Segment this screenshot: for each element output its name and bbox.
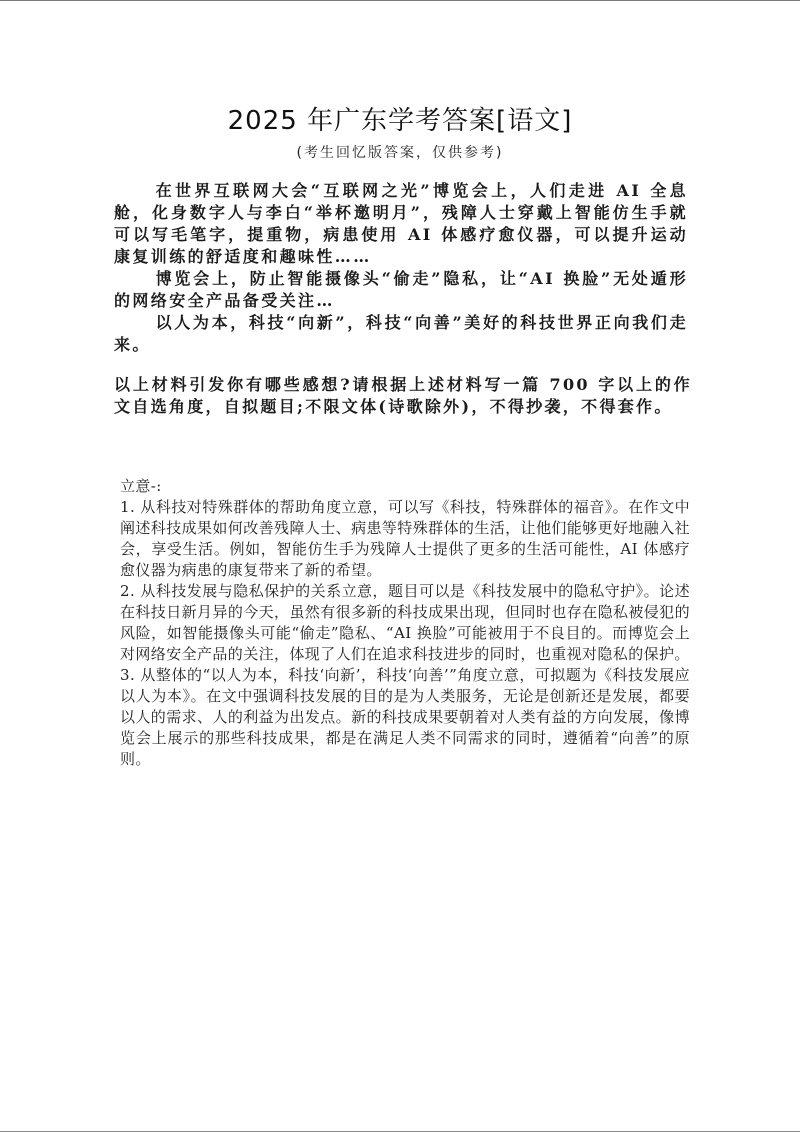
material-paragraph: 博览会上，防止智能摄像头“偷走”隐私，让“AI 换脸”无处遁形的网络安全产品备受关注… [114,269,688,310]
document-title: 2025 年广东学考答案[语文] [227,106,573,136]
answer-item: 2. 从科技发展与隐私保护的关系立意，题目可以是《科技发展中的隐私守护》。论述在科技日新月异的今天，虽然有很多新的科技成果出现，但同时也存在隐私被侵犯的风险，如智能摄像头可能“偷走”隐私、“AI 换脸”可能被用于不良目的。而博览会上对网络安全产品的关注，体现了人们在追求科技进步的同时，也重视对隐私的保护。 [120,582,690,663]
material-paragraph: 在世界互联网大会“互联网之光”博览会上，人们走进 AI 全息舱，化身数字人与李白“举杯邀明月”，残障人士穿戴上智能仿生手就可以写毛笔字，提重物，病患使用 AI 体感疗愈仪器，可以提升运动康复训练的舒适度和趣味性…… [114,181,688,266]
essay-prompt: 以上材料引发你有哪些感想?请根据上述材料写一篇 700 字以上的作文自选角度，自拟题目;不限文体(诗歌除外)，不得抄袭，不得套作。 [114,375,692,416]
material-paragraph: 以人为本，科技“向新”，科技“向善”美好的科技世界正向我们走来。 [114,313,688,354]
answer-item: 1. 从科技对特殊群体的帮助角度立意，可以写《科技，特殊群体的福音》。在作文中阐述科技成果如何改善残障人士、病患等特殊群体的生活，让他们能够更好地融入社会，享受生活。例如，智能仿生手为残障人士提供了更多的生活可能性，AI 体感疗愈仪器为病患的康复带来了新的希望。 [120,498,690,579]
answers-heading: 立意-: [120,477,162,495]
material-section [114,180,688,356]
answers-section [120,476,690,770]
answer-item: 3. 从整体的“以人为本，科技‘向新’，科技‘向善’”角度立意，可拟题为《科技发展应以人为本》。在文中强调科技发展的目的是为人类服务，无论是创新还是发展，都要以人的需求、人的利益为出发点。新的科技成果要朝着对人类有益的方向发展，像博览会上展示的那些科技成果，都是在满足人类不同需求的同时，遵循着“向善”的原则。 [120,666,690,768]
document-subtitle: (考生回忆版答案，仅供参考) [296,145,504,161]
